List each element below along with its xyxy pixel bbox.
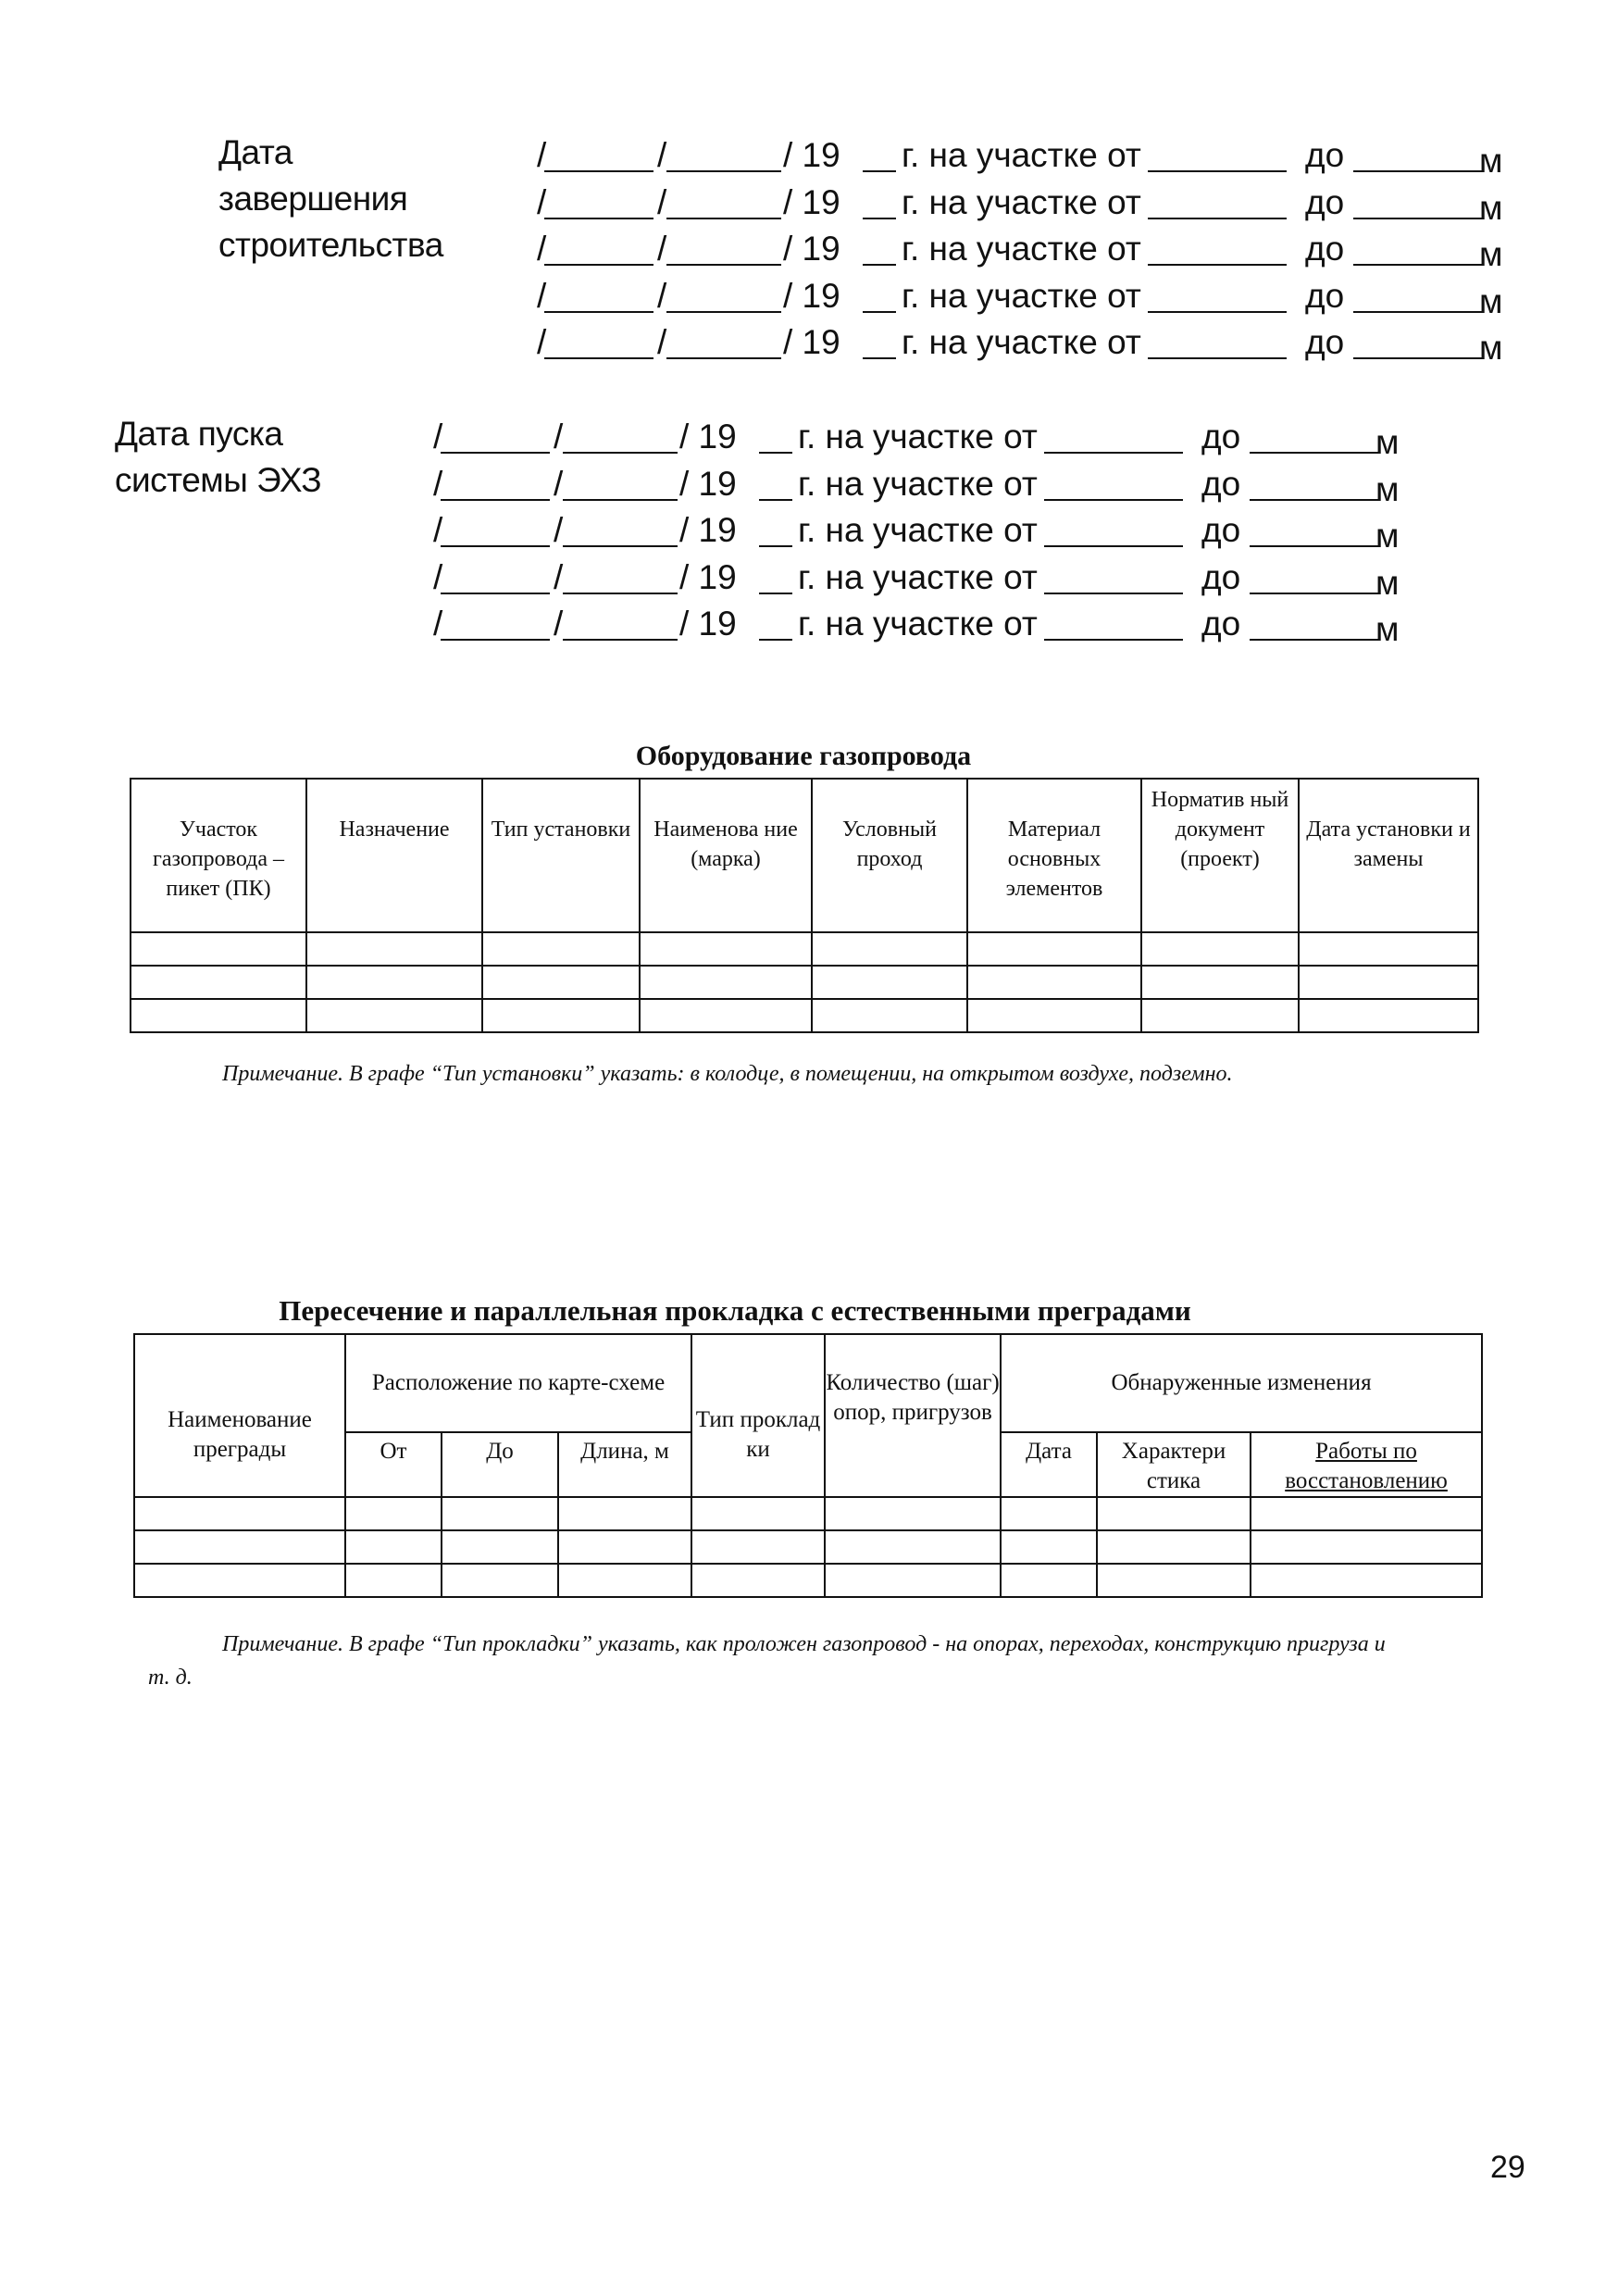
equipment-header-normative-doc: Норматив ный документ (проект)	[1141, 779, 1299, 932]
year-blank[interactable]	[759, 604, 792, 641]
year-blank[interactable]	[759, 557, 792, 594]
table-cell[interactable]	[134, 1564, 345, 1597]
year-blank[interactable]	[863, 229, 896, 266]
page-number: 29	[1490, 2150, 1525, 2185]
equipment-header-install-type: Тип установки	[482, 779, 640, 932]
table-cell[interactable]	[1251, 1497, 1482, 1530]
to-label: до	[1201, 557, 1241, 596]
year-prefix: / 19	[783, 276, 840, 315]
equipment-header-purpose: Назначение	[306, 779, 482, 932]
unit-label: м	[1479, 235, 1503, 273]
table-row	[134, 1564, 1482, 1597]
date-row	[537, 276, 1503, 323]
day-blank[interactable]	[544, 322, 653, 359]
table-cell[interactable]	[1097, 1564, 1251, 1597]
table-cell[interactable]	[812, 966, 967, 999]
from-blank[interactable]	[1044, 417, 1183, 454]
table-cell[interactable]	[967, 966, 1141, 999]
table-cell[interactable]	[131, 999, 306, 1032]
day-blank[interactable]	[544, 182, 653, 219]
to-label: до	[1305, 276, 1345, 315]
from-blank[interactable]	[1148, 322, 1287, 359]
year-blank[interactable]	[863, 276, 896, 313]
table-cell[interactable]	[345, 1564, 442, 1597]
month-blank[interactable]	[563, 510, 678, 547]
table-cell[interactable]	[1251, 1564, 1482, 1597]
month-blank[interactable]	[666, 229, 781, 266]
month-blank[interactable]	[666, 135, 781, 172]
table-cell[interactable]	[442, 1497, 558, 1530]
slash-1: /	[537, 230, 547, 268]
month-blank[interactable]	[563, 557, 678, 594]
table-cell[interactable]	[1097, 1497, 1251, 1530]
crossing-header-changes: Обнаруженные изменения	[1001, 1334, 1482, 1432]
slash-2: /	[657, 136, 667, 174]
day-blank[interactable]	[441, 557, 550, 594]
day-blank[interactable]	[544, 276, 653, 313]
month-blank[interactable]	[666, 276, 781, 313]
slash-1: /	[537, 136, 547, 174]
ecp-start-date-rows	[433, 417, 1400, 651]
to-blank[interactable]	[1353, 276, 1483, 313]
table-cell[interactable]	[345, 1530, 442, 1564]
year-prefix: / 19	[783, 323, 840, 361]
year-blank[interactable]	[863, 182, 896, 219]
table-cell[interactable]	[558, 1497, 691, 1530]
slash-2: /	[554, 464, 564, 503]
table-cell[interactable]	[825, 1530, 1001, 1564]
table-cell[interactable]	[1097, 1530, 1251, 1564]
slash-2: /	[657, 276, 667, 315]
from-blank[interactable]	[1148, 229, 1287, 266]
unit-label: м	[1375, 423, 1400, 461]
day-blank[interactable]	[544, 229, 653, 266]
table-cell[interactable]	[1141, 999, 1299, 1032]
section-label: г. на участке от	[902, 276, 1141, 315]
to-label: до	[1305, 230, 1345, 268]
completion-label-line: Дата	[218, 133, 292, 171]
to-blank[interactable]	[1353, 322, 1483, 359]
table-cell[interactable]	[131, 966, 306, 999]
table-cell[interactable]	[558, 1564, 691, 1597]
table-cell[interactable]	[134, 1497, 345, 1530]
slash-2: /	[657, 230, 667, 268]
table-cell[interactable]	[306, 932, 482, 966]
slash-1: /	[537, 276, 547, 315]
slash-1: /	[537, 182, 547, 221]
table-cell[interactable]	[306, 966, 482, 999]
crossing-table	[133, 1333, 1483, 1598]
crossing-header-type: Тип проклад ки	[691, 1334, 825, 1497]
to-label: до	[1201, 464, 1241, 503]
crossing-header-character: Характери стика	[1097, 1432, 1251, 1497]
date-row	[433, 417, 1400, 464]
year-blank[interactable]	[863, 135, 896, 172]
slash-2: /	[554, 557, 564, 596]
table-cell[interactable]	[812, 932, 967, 966]
year-prefix: / 19	[679, 511, 737, 549]
slash-2: /	[554, 418, 564, 455]
slash-1: /	[433, 605, 443, 643]
equipment-table	[130, 778, 1479, 1033]
to-label: до	[1201, 605, 1241, 643]
table-cell[interactable]	[825, 1497, 1001, 1530]
equipment-title: Оборудование газопровода	[635, 741, 972, 771]
from-blank[interactable]	[1148, 182, 1287, 219]
to-blank[interactable]	[1250, 604, 1379, 641]
table-cell[interactable]	[1251, 1530, 1482, 1564]
month-blank[interactable]	[563, 417, 678, 454]
section-label: г. на участке от	[798, 605, 1038, 643]
slash-1: /	[433, 418, 443, 455]
unit-label: м	[1479, 281, 1503, 320]
from-blank[interactable]	[1148, 276, 1287, 313]
day-blank[interactable]	[441, 464, 550, 501]
year-prefix: / 19	[679, 464, 737, 503]
table-cell[interactable]	[1001, 1564, 1097, 1597]
year-blank[interactable]	[759, 417, 792, 454]
table-cell[interactable]	[691, 1564, 825, 1597]
from-blank[interactable]	[1044, 510, 1183, 547]
from-blank[interactable]	[1148, 135, 1287, 172]
table-cell[interactable]	[691, 1530, 825, 1564]
table-cell[interactable]	[1001, 1530, 1097, 1564]
table-cell[interactable]	[345, 1497, 442, 1530]
crossing-note: Примечание. В графе “Тип прокладки” указать, как проложен газопровод - на опорах, переходах, конструкцию пригруза и т. д.	[148, 1632, 1386, 1690]
table-row	[131, 999, 1478, 1032]
slash-1: /	[433, 557, 443, 596]
table-cell[interactable]	[967, 932, 1141, 966]
to-blank[interactable]	[1250, 464, 1379, 501]
year-prefix: / 19	[783, 182, 840, 221]
from-blank[interactable]	[1044, 604, 1183, 641]
unit-label: м	[1375, 469, 1400, 508]
year-blank[interactable]	[863, 322, 896, 359]
slash-2: /	[554, 605, 564, 643]
day-blank[interactable]	[441, 604, 550, 641]
to-blank[interactable]	[1250, 510, 1379, 547]
table-row	[131, 966, 1478, 999]
ecp-start-label-line: системы ЭХЗ	[115, 461, 322, 499]
table-cell[interactable]	[967, 999, 1141, 1032]
table-cell[interactable]	[482, 999, 640, 1032]
date-row	[537, 229, 1503, 276]
table-cell[interactable]	[640, 932, 812, 966]
year-prefix: / 19	[679, 557, 737, 596]
unit-label: м	[1375, 517, 1400, 555]
section-label: г. на участке от	[902, 323, 1141, 361]
year-prefix: / 19	[679, 605, 737, 643]
table-cell[interactable]	[442, 1564, 558, 1597]
completion-date-rows	[537, 135, 1503, 369]
month-blank[interactable]	[563, 464, 678, 501]
table-cell[interactable]	[1299, 932, 1478, 966]
from-blank[interactable]	[1044, 557, 1183, 594]
table-cell[interactable]	[640, 999, 812, 1032]
date-row	[433, 464, 1400, 511]
table-cell[interactable]	[691, 1497, 825, 1530]
month-blank[interactable]	[666, 322, 781, 359]
unit-label: м	[1479, 329, 1503, 367]
equipment-header-install-date: Дата установки и замены	[1299, 779, 1478, 932]
year-prefix: / 19	[783, 230, 840, 268]
table-cell[interactable]	[1299, 966, 1478, 999]
table-cell[interactable]	[1141, 966, 1299, 999]
table-cell[interactable]	[482, 932, 640, 966]
year-prefix: / 19	[783, 136, 840, 174]
year-blank[interactable]	[759, 464, 792, 501]
table-cell[interactable]	[825, 1564, 1001, 1597]
equipment-header-section: Участок газопровода – пикет (ПК)	[131, 779, 306, 932]
from-blank[interactable]	[1044, 464, 1183, 501]
month-blank[interactable]	[563, 604, 678, 641]
completion-label	[218, 130, 443, 268]
slash-1: /	[537, 323, 547, 361]
date-row	[537, 322, 1503, 369]
ecp-start-label-line: Дата пуска	[115, 415, 283, 453]
table-cell[interactable]	[558, 1530, 691, 1564]
section-label: г. на участке от	[902, 182, 1141, 221]
table-cell[interactable]	[442, 1530, 558, 1564]
table-cell[interactable]	[1141, 932, 1299, 966]
day-blank[interactable]	[441, 417, 550, 454]
section-label: г. на участке от	[798, 464, 1038, 503]
completion-label-line: строительства	[218, 226, 443, 264]
table-cell[interactable]	[1299, 999, 1478, 1032]
crossing-title: Пересечение и параллельная прокладка с естественными преградами	[279, 1294, 1191, 1327]
slash-2: /	[657, 323, 667, 361]
day-blank[interactable]	[544, 135, 653, 172]
table-cell[interactable]	[306, 999, 482, 1032]
table-row	[131, 932, 1478, 966]
equipment-header-material: Материал основных элементов	[967, 779, 1141, 932]
to-label: до	[1201, 511, 1241, 549]
equipment-header-nominal-bore: Условный проход	[812, 779, 967, 932]
date-row	[433, 557, 1400, 605]
table-cell[interactable]	[131, 932, 306, 966]
unit-label: м	[1479, 188, 1503, 227]
ecp-start-label	[115, 411, 321, 504]
day-blank[interactable]	[441, 510, 550, 547]
to-label: до	[1201, 418, 1241, 455]
table-cell[interactable]	[134, 1530, 345, 1564]
section-label: г. на участке от	[902, 136, 1141, 174]
crossing-header-name: Наименование преграды	[134, 1334, 345, 1497]
completion-label-line: завершения	[218, 180, 408, 218]
slash-2: /	[554, 511, 564, 549]
table-cell[interactable]	[812, 999, 967, 1032]
to-label: до	[1305, 136, 1345, 174]
section-label: г. на участке от	[798, 418, 1038, 455]
to-blank[interactable]	[1250, 557, 1379, 594]
crossing-header-location: Расположение по карте-схеме	[345, 1334, 691, 1432]
section-label: г. на участке от	[902, 230, 1141, 268]
to-blank[interactable]	[1353, 182, 1483, 219]
equipment-header-name: Наименова ние (марка)	[640, 779, 812, 932]
date-row	[433, 510, 1400, 557]
year-prefix: / 19	[679, 418, 737, 455]
unit-label: м	[1375, 563, 1400, 602]
unit-label: м	[1375, 610, 1400, 648]
slash-1: /	[433, 464, 443, 503]
to-blank[interactable]	[1353, 135, 1483, 172]
slash-2: /	[657, 182, 667, 221]
slash-1: /	[433, 511, 443, 549]
table-row	[134, 1497, 1482, 1530]
date-row	[537, 182, 1503, 230]
section-label: г. на участке от	[798, 557, 1038, 596]
to-blank[interactable]	[1353, 229, 1483, 266]
to-label: до	[1305, 323, 1345, 361]
table-cell[interactable]	[640, 966, 812, 999]
date-row	[537, 135, 1503, 182]
unit-label: м	[1479, 142, 1503, 180]
equipment-note: Примечание. В графе “Тип установки” указать: в колодце, в помещении, на открытом воздухе, подземно.	[222, 1062, 1233, 1086]
crossing-header-length: Длина, м	[558, 1432, 691, 1497]
month-blank[interactable]	[666, 182, 781, 219]
table-cell[interactable]	[482, 966, 640, 999]
crossing-header-repair: Работы по восстановлению	[1251, 1432, 1482, 1497]
section-label: г. на участке от	[798, 511, 1038, 549]
to-label: до	[1305, 182, 1345, 221]
crossing-header-from: От	[345, 1432, 442, 1497]
to-blank[interactable]	[1250, 417, 1379, 454]
table-cell[interactable]	[1001, 1497, 1097, 1530]
year-blank[interactable]	[759, 510, 792, 547]
crossing-header-date: Дата	[1001, 1432, 1097, 1497]
crossing-header-to: До	[442, 1432, 558, 1497]
table-row	[134, 1530, 1482, 1564]
crossing-header-count: Количество (шаг) опор, пригрузов	[825, 1334, 1001, 1497]
date-row	[433, 604, 1400, 651]
